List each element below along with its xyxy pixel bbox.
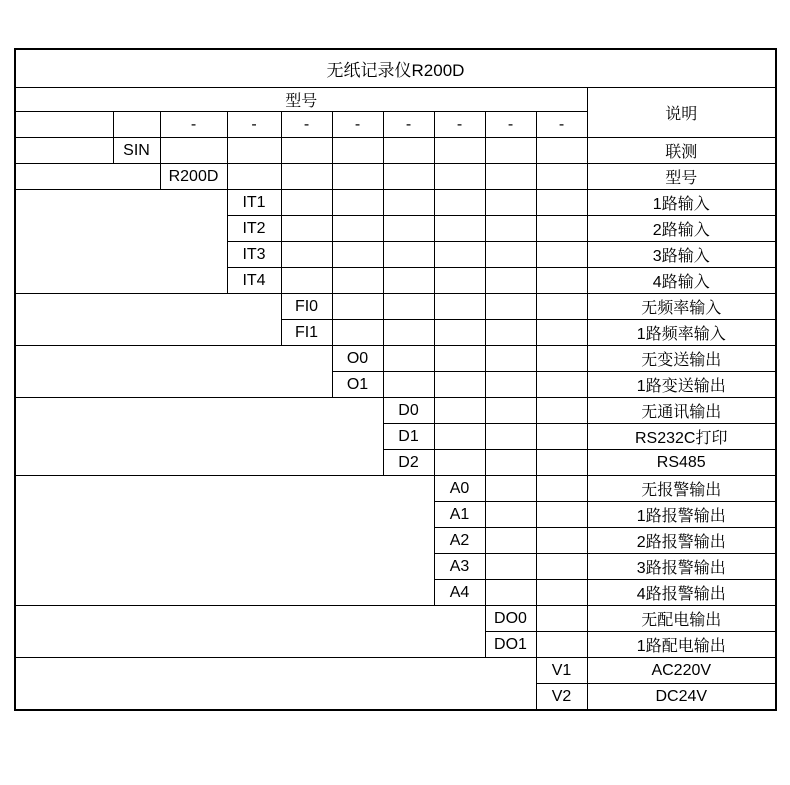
desc-cell: 无报警输出 [587,476,776,502]
empty-cell [536,216,587,242]
empty-cell [536,398,587,424]
code-cell: IT1 [227,190,281,216]
dash-cell: - [434,112,485,138]
table-row [15,164,776,190]
table-row [15,476,776,502]
empty-cell [383,138,434,164]
desc-cell: 联测 [587,138,776,164]
empty-cell [434,398,485,424]
code-cell: D0 [383,398,434,424]
empty-cell [434,268,485,294]
category-comm-output-type: 通讯输出类型 [15,398,383,476]
code-cell: DO0 [485,606,536,632]
empty-cell [332,242,383,268]
empty-cell [485,346,536,372]
category-input-channels: 输入通道 [15,190,227,294]
empty-cell [383,346,434,372]
desc-cell: 1路报警输出 [587,502,776,528]
dash-cell: - [485,112,536,138]
empty-cell [434,164,485,190]
code-cell: O0 [332,346,383,372]
empty-cell [536,450,587,476]
empty-cell [485,294,536,320]
desc-cell: 2路报警输出 [587,528,776,554]
empty-cell [227,138,281,164]
code-cell: A0 [434,476,485,502]
desc-cell: 1路输入 [587,190,776,216]
empty-cell [485,476,536,502]
desc-cell: RS485 [587,450,776,476]
empty-cell [485,528,536,554]
empty-cell [536,632,587,658]
code-cell: FI0 [281,294,332,320]
empty-cell [485,268,536,294]
desc-cell: AC220V [587,658,776,684]
category-power-supply: 供电电源 [15,658,536,711]
empty-cell [536,372,587,398]
desc-cell: 型号 [587,164,776,190]
table-row [15,88,776,112]
empty-cell [383,190,434,216]
code-cell: D2 [383,450,434,476]
code-cell: IT3 [227,242,281,268]
desc-cell: 2路输入 [587,216,776,242]
empty-cell [383,268,434,294]
dash-cell: - [332,112,383,138]
empty-cell [281,216,332,242]
empty-cell [15,112,113,138]
dash-cell: - [281,112,332,138]
empty-cell [536,268,587,294]
category-transmit-output: 变送输出 [15,346,332,398]
empty-cell [434,216,485,242]
table-row [15,606,776,632]
empty-cell [434,424,485,450]
empty-cell [332,138,383,164]
code-cell: V1 [536,658,587,684]
empty-cell [383,242,434,268]
code-cell: R200D [160,164,227,190]
empty-cell [434,372,485,398]
dash-cell: - [536,112,587,138]
empty-cell [536,320,587,346]
table-row [15,398,776,424]
model-header: 型号 [15,88,587,112]
category-company-name: 公司名称 [15,138,113,164]
category-distribution-output: 配电输出 [15,606,485,658]
desc-cell: 无通讯输出 [587,398,776,424]
empty-cell [536,294,587,320]
empty-cell [281,164,332,190]
table-row [15,138,776,164]
table-row [15,49,776,88]
empty-cell [536,346,587,372]
empty-cell [281,242,332,268]
desc-cell: 4路报警输出 [587,580,776,606]
empty-cell [332,294,383,320]
category-frequency-input: 频率输入 [15,294,281,346]
empty-cell [485,216,536,242]
code-cell: V2 [536,684,587,711]
empty-cell [434,346,485,372]
empty-cell [227,164,281,190]
category-alarm-output: 报警输出 [15,476,434,606]
desc-header: 说明 [587,88,776,138]
empty-cell [536,190,587,216]
model-selection-table [14,48,777,711]
desc-cell: 1路配电输出 [587,632,776,658]
code-cell: DO1 [485,632,536,658]
empty-cell [332,268,383,294]
desc-cell: 3路输入 [587,242,776,268]
empty-cell [485,242,536,268]
desc-cell: DC24V [587,684,776,711]
desc-cell: 无变送输出 [587,346,776,372]
empty-cell [485,164,536,190]
empty-cell [383,294,434,320]
desc-cell: 4路输入 [587,268,776,294]
table-row [15,658,776,684]
desc-cell: RS232C打印 [587,424,776,450]
desc-cell: 无配电输出 [587,606,776,632]
code-cell: A4 [434,580,485,606]
code-cell: A1 [434,502,485,528]
empty-cell [536,242,587,268]
table-row [15,190,776,216]
empty-cell [485,372,536,398]
table-title: 无纸记录仪R200D [15,49,776,88]
empty-cell [332,216,383,242]
code-cell: A3 [434,554,485,580]
empty-cell [536,580,587,606]
empty-cell [536,554,587,580]
empty-cell [536,606,587,632]
empty-cell [281,268,332,294]
empty-cell [485,320,536,346]
empty-cell [485,138,536,164]
empty-cell [536,528,587,554]
empty-cell [383,372,434,398]
empty-cell [281,138,332,164]
empty-cell [434,450,485,476]
code-cell: SIN [113,138,160,164]
empty-cell [434,320,485,346]
code-cell: O1 [332,372,383,398]
desc-cell: 1路变送输出 [587,372,776,398]
empty-cell [160,138,227,164]
code-cell: FI1 [281,320,332,346]
empty-cell [485,580,536,606]
empty-cell [536,502,587,528]
desc-cell: 1路频率输入 [587,320,776,346]
empty-cell [434,242,485,268]
empty-cell [434,138,485,164]
empty-cell [536,424,587,450]
empty-cell [485,502,536,528]
empty-cell [332,190,383,216]
code-cell: D1 [383,424,434,450]
empty-cell [434,190,485,216]
desc-cell: 3路报警输出 [587,554,776,580]
empty-cell [383,216,434,242]
dash-cell: - [227,112,281,138]
empty-cell [485,190,536,216]
code-cell: IT2 [227,216,281,242]
table-row [15,294,776,320]
empty-cell [485,398,536,424]
empty-cell [434,294,485,320]
dash-cell: - [160,112,227,138]
empty-cell [383,164,434,190]
empty-cell [536,164,587,190]
empty-cell [485,424,536,450]
empty-cell [536,476,587,502]
empty-cell [113,112,160,138]
dash-cell: - [383,112,434,138]
empty-cell [485,554,536,580]
table-row [15,346,776,372]
empty-cell [485,450,536,476]
code-cell: IT4 [227,268,281,294]
desc-cell: 无频率输入 [587,294,776,320]
empty-cell [332,320,383,346]
empty-cell [536,138,587,164]
empty-cell [281,190,332,216]
category-model: 型号 [15,164,160,190]
empty-cell [332,164,383,190]
code-cell: A2 [434,528,485,554]
empty-cell [383,320,434,346]
